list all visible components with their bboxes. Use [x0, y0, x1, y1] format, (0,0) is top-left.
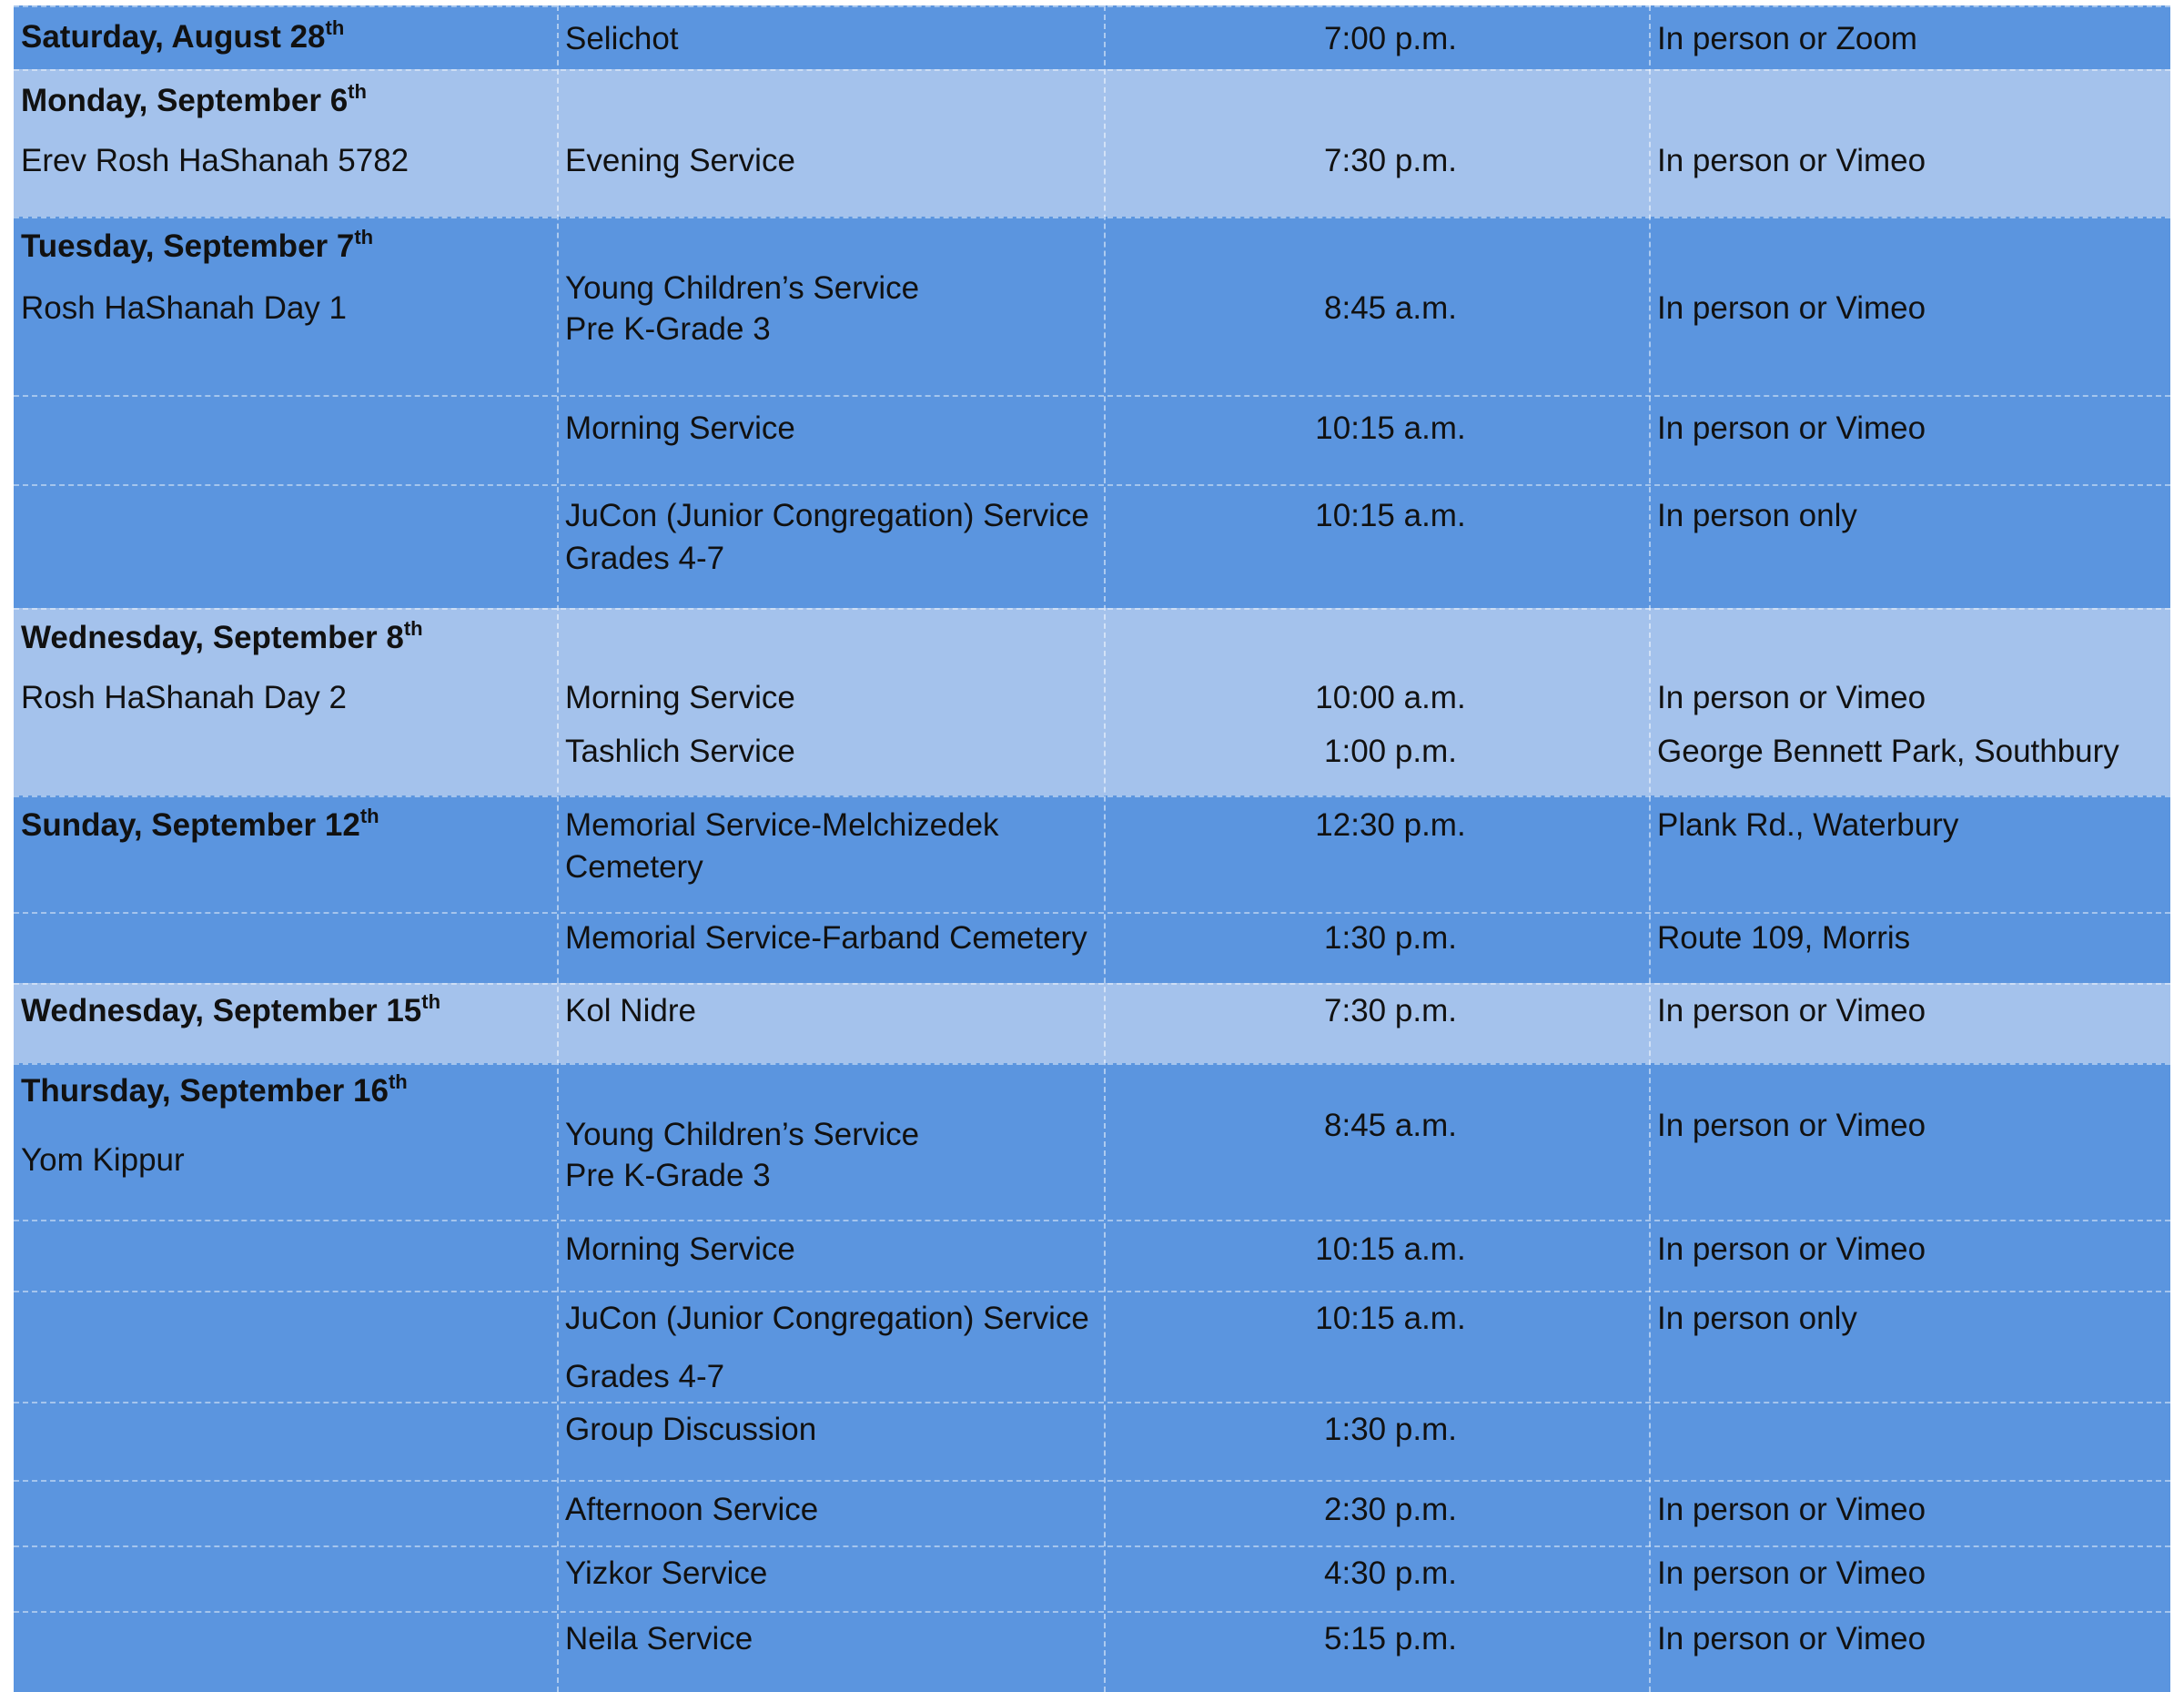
event-cell: JuCon (Junior Congregation) Service: [565, 1301, 1089, 1336]
event-cell: Memorial Service-Melchizedek: [565, 807, 999, 843]
event-cell: Young Children’s Service: [565, 270, 920, 306]
holiday-cell: Yom Kippur: [21, 1142, 185, 1178]
holiday-cell: Erev Rosh HaShanah 5782: [21, 143, 410, 178]
table-row: [14, 217, 2170, 395]
time-cell-line2: 1:00 p.m.: [1324, 734, 1457, 769]
time-cell: 7:30 p.m.: [1324, 143, 1457, 178]
column-divider: [1104, 5, 1106, 1692]
time-cell: 10:15 a.m.: [1315, 1231, 1466, 1267]
table-row: [14, 608, 2170, 795]
event-cell: Evening Service: [565, 143, 795, 178]
event-cell: Young Children’s Service: [565, 1117, 920, 1152]
table-row: [14, 395, 2170, 484]
location-cell: In person or Vimeo: [1657, 1231, 1926, 1267]
date-cell: Saturday, August 28th: [21, 16, 345, 55]
location-cell: In person or Vimeo: [1657, 1555, 1926, 1591]
event-cell: Morning Service: [565, 680, 795, 715]
location-cell: In person only: [1657, 1301, 1857, 1336]
event-cell-line2: Pre K-Grade 3: [565, 311, 771, 347]
location-cell: In person or Vimeo: [1657, 410, 1926, 446]
date-cell: Wednesday, September 8th: [21, 617, 423, 655]
table-row: [14, 1291, 2170, 1402]
time-cell: 1:30 p.m.: [1324, 1412, 1457, 1447]
event-cell-line2: Grades 4-7: [565, 1359, 725, 1394]
event-cell: Morning Service: [565, 410, 795, 446]
table-row: [14, 1402, 2170, 1480]
table-row: [14, 1545, 2170, 1611]
event-cell: Afternoon Service: [565, 1492, 819, 1527]
table-row: [14, 5, 2170, 69]
table-row: [14, 912, 2170, 983]
date-cell: Wednesday, September 15th: [21, 990, 441, 1028]
location-cell: In person or Vimeo: [1657, 1621, 1926, 1657]
event-cell-line2: Tashlich Service: [565, 734, 795, 769]
date-cell: Tuesday, September 7th: [21, 226, 374, 264]
location-cell-line2: George Bennett Park, Southbury: [1657, 734, 2119, 769]
event-cell: Neila Service: [565, 1621, 753, 1657]
table-row: [14, 1611, 2170, 1692]
table-row: [14, 795, 2170, 912]
table-row: [14, 1480, 2170, 1545]
event-cell: Morning Service: [565, 1231, 795, 1267]
time-cell: 12:30 p.m.: [1315, 807, 1466, 843]
location-cell: In person or Vimeo: [1657, 1108, 1926, 1143]
time-cell: 7:30 p.m.: [1324, 993, 1457, 1028]
event-cell-line2: Pre K-Grade 3: [565, 1158, 771, 1193]
event-cell: Memorial Service-Farband Cemetery: [565, 920, 1087, 956]
time-cell: 4:30 p.m.: [1324, 1555, 1457, 1591]
column-divider: [557, 5, 559, 1692]
location-cell: In person or Vimeo: [1657, 1492, 1926, 1527]
event-cell-line2: Cemetery: [565, 849, 703, 885]
table-row: [14, 484, 2170, 608]
time-cell: 10:00 a.m.: [1315, 680, 1466, 715]
time-cell: 8:45 a.m.: [1324, 290, 1457, 326]
event-cell: Selichot: [565, 21, 679, 56]
table-row: [14, 1220, 2170, 1291]
location-cell: Route 109, Morris: [1657, 920, 1911, 956]
location-cell: In person or Vimeo: [1657, 290, 1926, 326]
event-cell: Group Discussion: [565, 1412, 817, 1447]
location-cell: In person only: [1657, 498, 1857, 533]
table-row: [14, 983, 2170, 1063]
table-row: [14, 1063, 2170, 1220]
event-cell-line2: Grades 4-7: [565, 541, 725, 576]
time-cell: 7:00 p.m.: [1324, 21, 1457, 56]
time-cell: 1:30 p.m.: [1324, 920, 1457, 956]
event-cell: Yizkor Service: [565, 1555, 768, 1591]
location-cell: In person or Vimeo: [1657, 993, 1926, 1028]
holiday-cell: Rosh HaShanah Day 2: [21, 680, 347, 715]
time-cell: 10:15 a.m.: [1315, 498, 1466, 533]
schedule-table: [14, 5, 2170, 1692]
time-cell: 10:15 a.m.: [1315, 410, 1466, 446]
location-cell: In person or Vimeo: [1657, 680, 1926, 715]
time-cell: 2:30 p.m.: [1324, 1492, 1457, 1527]
holiday-cell: Rosh HaShanah Day 1: [21, 290, 347, 326]
event-cell: JuCon (Junior Congregation) Service: [565, 498, 1089, 533]
location-cell: Plank Rd., Waterbury: [1657, 807, 1959, 843]
time-cell: 10:15 a.m.: [1315, 1301, 1466, 1336]
date-cell: Thursday, September 16th: [21, 1070, 408, 1109]
location-cell: In person or Zoom: [1657, 21, 1917, 56]
date-cell: Sunday, September 12th: [21, 805, 379, 843]
column-divider: [1649, 5, 1651, 1692]
table-row: [14, 69, 2170, 217]
time-cell: 8:45 a.m.: [1324, 1108, 1457, 1143]
location-cell: In person or Vimeo: [1657, 143, 1926, 178]
date-cell: Monday, September 6th: [21, 80, 367, 118]
event-cell: Kol Nidre: [565, 993, 696, 1028]
time-cell: 5:15 p.m.: [1324, 1621, 1457, 1657]
